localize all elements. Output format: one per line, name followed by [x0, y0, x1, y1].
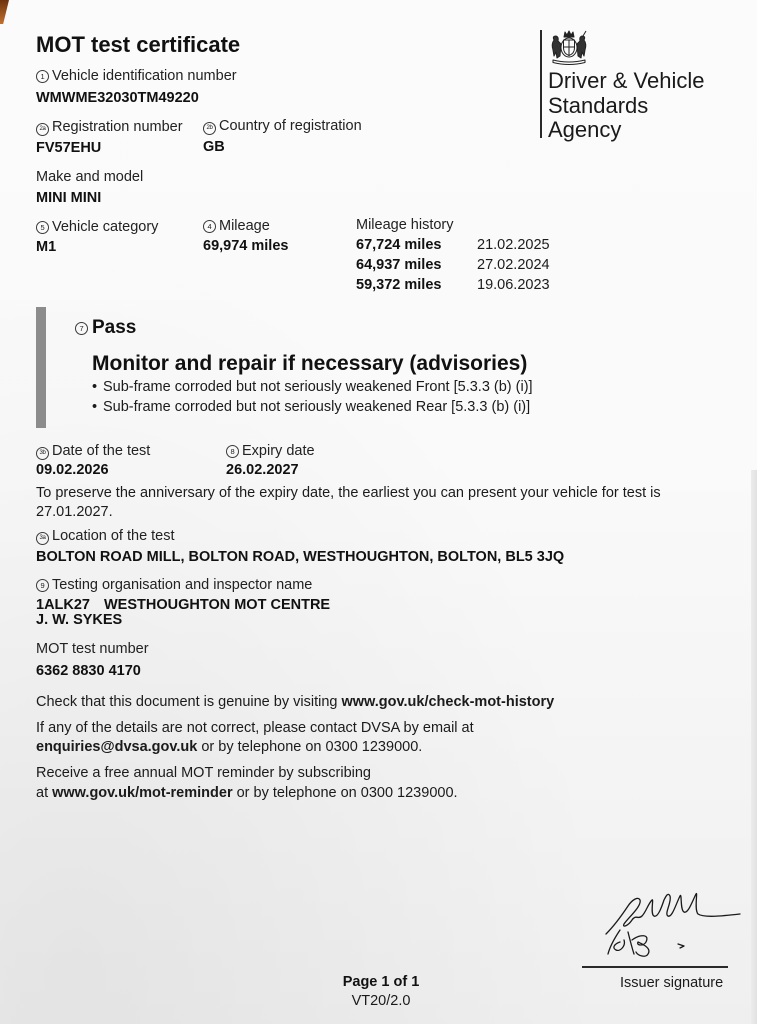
issuer-signature-label: Issuer signature	[620, 975, 724, 991]
mileage-history-miles: 59,372 miles	[356, 277, 442, 293]
form-code: VT20/2.0	[351, 993, 411, 1009]
page-title: MOT test certificate	[36, 32, 241, 57]
logo-divider	[540, 30, 542, 138]
test-date-value: 09.02.2026	[36, 462, 109, 478]
mileage-label-text: Mileage	[219, 218, 270, 234]
mileage-history-date: 27.02.2024	[477, 257, 550, 273]
royal-coat-of-arms-icon	[548, 28, 590, 66]
field-number-marker: 2a	[36, 123, 49, 136]
reminder-prefix: at	[36, 785, 53, 801]
inspector-name: J. W. SYKES	[36, 612, 123, 628]
testing-organisation-label	[36, 576, 312, 594]
vin-label-text: Vehicle identification number	[52, 68, 237, 84]
field-number-marker: 9	[36, 579, 49, 592]
contact-line-2	[36, 738, 422, 756]
expiry-date-value: 26.02.2027	[226, 462, 299, 478]
mileage-history-date: 19.06.2023	[477, 277, 550, 293]
anniversary-note: To preserve the anniversary of the expiry date, the earliest you can present your vehicle for test is 27.01.2027.	[36, 485, 661, 520]
vin-value: WMWME32030TM49220	[36, 90, 199, 106]
advisory-text: Sub-frame corroded but not seriously weakened Rear [5.3.3 (b) (i)]	[103, 399, 531, 415]
advisory-item	[92, 398, 530, 416]
advisory-item	[92, 378, 533, 396]
field-number-marker: 2b	[203, 122, 216, 135]
reminder-line-2	[36, 784, 458, 802]
reminder-line-1: Receive a free annual MOT reminder by subscribing	[36, 765, 372, 781]
issuer-name-line-3: Agency	[548, 117, 622, 142]
mileage-history-miles: 64,937 miles	[356, 257, 442, 273]
expiry-date-label	[226, 442, 315, 460]
field-number-marker: 7	[75, 322, 88, 335]
contact-telephone-text: or by telephone on 0300 1239000.	[197, 739, 423, 755]
vin-label	[36, 67, 237, 85]
country-value: GB	[203, 139, 225, 155]
issuer-name-line-2: Standards	[548, 92, 649, 118]
advisory-text: Sub-frame corroded but not seriously weakened Front [5.3.3 (b) (i)]	[103, 379, 533, 395]
page-number: Page 1 of 1	[342, 974, 420, 990]
field-number-marker: 5	[36, 221, 49, 234]
contact-email: enquiries@dvsa.gov.uk	[36, 739, 198, 755]
category-value: M1	[36, 239, 57, 255]
check-genuine-prefix: Check that this document is genuine by visiting	[36, 694, 342, 710]
make-model-value: MINI MINI	[36, 190, 102, 206]
mot-reminder-url: www.gov.uk/mot-reminder	[52, 785, 233, 801]
location-value: BOLTON ROAD MILL, BOLTON ROAD, WESTHOUGHTON, BOLTON, BL5 3JQ	[36, 549, 565, 565]
make-model-label: Make and model	[36, 169, 144, 185]
country-label	[203, 117, 362, 135]
testing-station-name: WESTHOUGHTON MOT CENTRE	[104, 597, 331, 613]
registration-value: FV57EHU	[36, 140, 102, 156]
registration-label	[36, 118, 183, 136]
pass-status-bar	[36, 307, 46, 428]
mileage-label	[203, 217, 270, 235]
field-number-marker: 8	[226, 445, 239, 458]
reminder-telephone-text: or by telephone on 0300 1239000.	[232, 785, 458, 801]
registration-label-text: Registration number	[52, 119, 183, 135]
category-label	[36, 218, 158, 236]
test-date-label	[36, 442, 150, 460]
paper-edge-shadow	[751, 470, 757, 1024]
field-number-marker: 3b	[36, 447, 49, 460]
bullet-icon: •	[92, 399, 98, 415]
photo-corner-artifact	[0, 0, 9, 24]
bullet-icon: •	[92, 379, 98, 395]
mileage-history-date: 21.02.2025	[477, 237, 550, 253]
mileage-history-miles: 67,724 miles	[356, 237, 442, 253]
testing-station-code: 1ALK27	[36, 597, 90, 613]
test-number-value: 6362 8830 4170	[36, 663, 141, 679]
mileage-value: 69,974 miles	[203, 238, 289, 254]
field-number-marker: 3a	[36, 532, 49, 545]
mileage-history-label: Mileage history	[356, 217, 454, 233]
advisories-heading: Monitor and repair if necessary (advisories)	[92, 352, 528, 375]
signature-line	[582, 966, 728, 968]
field-number-marker: 4	[203, 220, 216, 233]
contact-line-1: If any of the details are not correct, please contact DVSA by email at	[36, 720, 474, 736]
issuer-name-line-1: Driver & Vehicle	[548, 68, 705, 93]
check-genuine-text	[36, 693, 554, 711]
issuer-signature	[598, 884, 744, 960]
expiry-date-label-text: Expiry date	[242, 443, 315, 459]
location-label-text: Location of the test	[52, 528, 175, 544]
test-number-label: MOT test number	[36, 641, 149, 657]
location-label	[36, 527, 175, 545]
country-label-text: Country of registration	[219, 118, 362, 134]
category-label-text: Vehicle category	[52, 219, 159, 235]
testing-organisation-value	[36, 598, 330, 613]
field-number-marker: 1	[36, 70, 49, 83]
check-mot-history-url: www.gov.uk/check-mot-history	[341, 694, 555, 710]
test-date-label-text: Date of the test	[52, 443, 151, 459]
testing-organisation-label-text: Testing organisation and inspector name	[52, 577, 313, 593]
result-status: Pass	[92, 317, 137, 338]
